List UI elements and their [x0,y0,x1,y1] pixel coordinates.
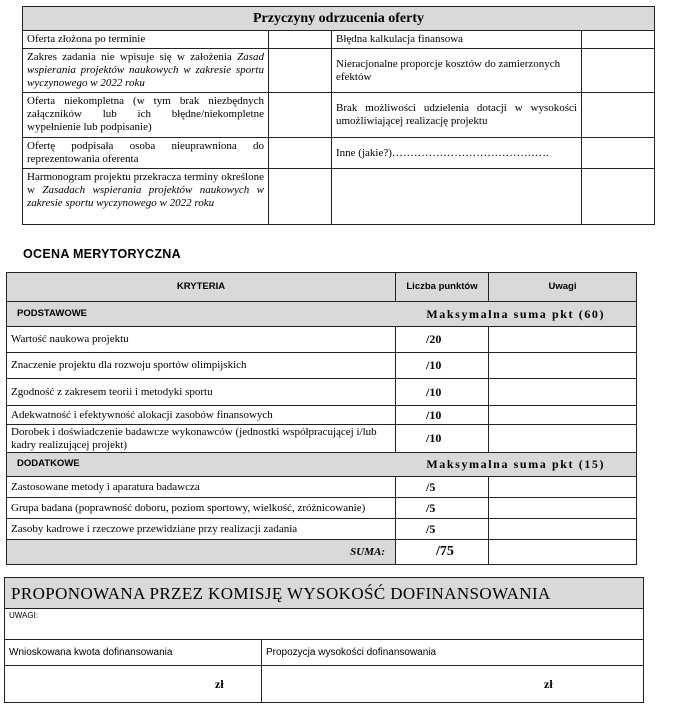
checkbox-unauthorized-signature[interactable] [269,138,332,169]
criterion-row: Znaczenie projektu dla rozwoju sportów olimpijskich [7,353,396,379]
reason-late-submission [23,31,269,49]
col-header-points: Liczba punktów [396,273,489,302]
merit-evaluation-table [6,272,637,565]
criterion-row: Dorobek i doświadczenie badawcze wykonawców (jednostki współpracującej i/lub kadry realizującej projekt) [7,425,396,453]
proposed-amount-field[interactable]: zł [262,666,644,703]
requested-amount-label: Wnioskowana kwota dofinansowania [5,640,262,666]
criterion-notes[interactable] [489,379,637,406]
checkbox-irrational-costs[interactable] [582,49,655,93]
reason-no-funding-possible: Brak możliwości udzielenia dotacji w wysokości umożliwiającej realizację projektu [332,93,582,138]
criterion-row: Wartość naukowa projektu [7,327,396,353]
funding-proposal-table [4,577,644,703]
reason-incomplete-offer [23,93,269,138]
rejection-reasons-title: Przyczyny odrzucenia oferty [23,7,655,31]
section-dodatkowe: DODATKOWE [7,453,396,477]
checkbox-incomplete-offer[interactable] [269,93,332,138]
criterion-notes[interactable] [489,353,637,379]
criterion-notes[interactable] [489,425,637,453]
reason-irrational-costs: Nieracjonalne proporcje kosztów do zamierzonych efektów [332,49,582,93]
col-header-notes: Uwagi [489,273,637,302]
checkbox-other[interactable] [582,138,655,169]
proposed-amount-label: Propozycja wysokości dofinansowania [262,640,644,666]
criterion-points[interactable]: /10 [396,425,489,453]
criterion-row: Grupa badana (poprawność doboru, poziom sportowy, wielkość, zróżnicowanie) [7,498,396,519]
checkbox-wrong-calculation[interactable] [582,31,655,49]
reason-text: Oferta niekompletna (w tym brak niezbędnych załączników lub ich błędne/niekompletne wypełnienie lub podpisanie) [27,95,264,133]
ocena-heading: OCENA MERYTORYCZNA [23,247,181,261]
criterion-points[interactable]: /5 [396,519,489,540]
checkbox-late-submission[interactable] [269,31,332,49]
criterion-notes[interactable] [489,498,637,519]
section-podstawowe: PODSTAWOWE [7,302,396,327]
empty-cell [332,169,582,225]
reason-schedule-exceeds [23,169,269,225]
sum-notes[interactable] [489,540,637,565]
col-header-kryteria: KRYTERIA [7,273,396,302]
reason-wrong-calculation: Błędna kalkulacja finansowa [332,31,582,49]
sum-value[interactable]: /75 [396,540,489,565]
criterion-row: Zgodność z zakresem teorii i metodyki sportu [7,379,396,406]
reason-scope-mismatch [23,49,269,93]
criterion-notes[interactable] [489,406,637,425]
section-dodatkowe-max: Maksymalna suma pkt (15) [396,453,637,477]
criterion-row: Adekwatność i efektywność alokacji zasobów finansowych [7,406,396,425]
criterion-points[interactable]: /10 [396,406,489,425]
criterion-notes[interactable] [489,327,637,353]
empty-checkbox-cell [582,169,655,225]
criterion-points[interactable]: /10 [396,353,489,379]
sum-label: SUMA: [7,540,396,565]
reason-text-italic: Zasad wspierania projektów naukowych w zakresie sportu wyczynowego w 2022 roku [27,51,264,89]
criterion-notes[interactable] [489,477,637,498]
checkbox-scope-mismatch[interactable] [269,49,332,93]
section-podstawowe-max: Maksymalna suma pkt (60) [396,302,637,327]
checkbox-no-funding-possible[interactable] [582,93,655,138]
criterion-row: Zasoby kadrowe i rzeczowe przewidziane przy realizacji zadania [7,519,396,540]
funding-notes-field[interactable]: UWAGI: [5,609,644,640]
reason-text: Ofertę podpisała osoba nieuprawniona do reprezentowania oferenta [27,140,264,165]
reason-text: Zakres zadania nie wpisuje się w założenia [27,51,238,63]
criterion-notes[interactable] [489,519,637,540]
criterion-points[interactable]: /5 [396,477,489,498]
criterion-points[interactable]: /20 [396,327,489,353]
checkbox-schedule-exceeds[interactable] [269,169,332,225]
requested-amount-field[interactable]: zł [5,666,262,703]
rejection-reasons-table [22,6,655,225]
criterion-row: Zastosowane metody i aparatura badawcza [7,477,396,498]
reason-text: Oferta złożona po terminie [27,33,146,45]
reason-other: Inne (jakie?)……………………………………. [332,138,582,169]
reason-text: Harmonogram projektu przekracza terminy określone w [27,171,264,196]
funding-proposal-title: PROPONOWANA PRZEZ KOMISJĘ WYSOKOŚĆ DOFINANSOWANIA [5,578,644,609]
criterion-points[interactable]: /10 [396,379,489,406]
reason-unauthorized-signature [23,138,269,169]
criterion-points[interactable]: /5 [396,498,489,519]
reason-text-italic: Zasadach wspierania projektów naukowych w zakresie sportu wyczynowego w 2022 roku [27,184,264,209]
